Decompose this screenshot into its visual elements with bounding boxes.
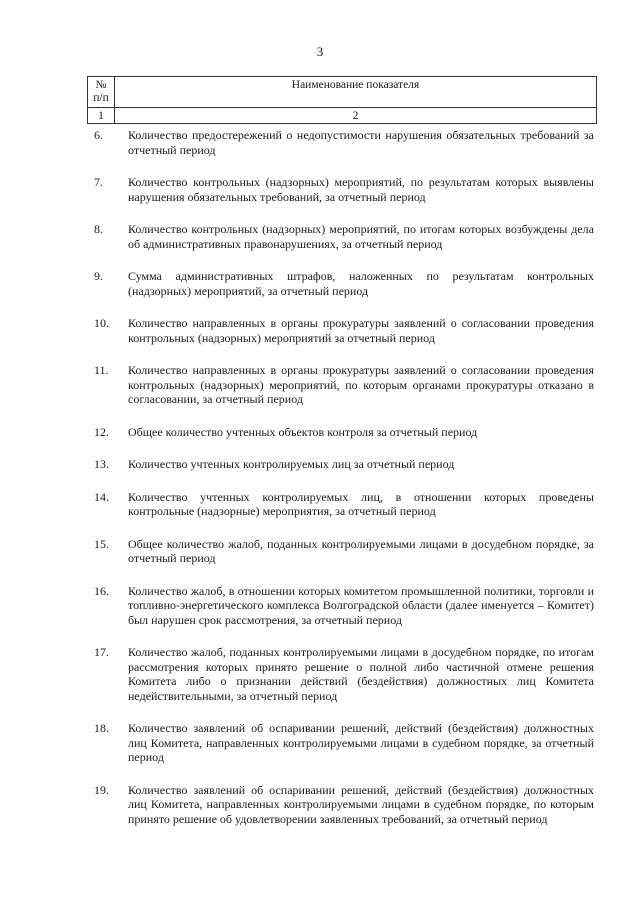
number-column-header-label: № п/п bbox=[93, 79, 109, 104]
item-number: 6. bbox=[94, 128, 103, 142]
item-number: 7. bbox=[94, 175, 103, 189]
name-column-header bbox=[115, 77, 597, 108]
page-number: 3 bbox=[316, 44, 324, 59]
name-column-header-label: Наименование показателя bbox=[291, 79, 420, 91]
item-text: Сумма административных штрафов, наложенных по результатам контрольных (надзорных) мероприятий, за отчетный период bbox=[128, 269, 594, 298]
item-text: Количество направленных в органы прокуратуры заявлений о согласовании проведения контрольных (надзорных) мероприятий, по которым органами прокуратуры отказано в согласовании, за отчетный период bbox=[128, 363, 594, 406]
item-text: Количество контрольных (надзорных) мероприятий, по итогам которых возбуждены дела об административных правонарушениях, за отчетный период bbox=[128, 222, 594, 251]
list-item bbox=[94, 316, 594, 345]
number-column-index: 1 bbox=[88, 108, 115, 124]
item-number: 11. bbox=[94, 363, 109, 377]
list-item bbox=[94, 425, 594, 440]
item-number: 13. bbox=[94, 457, 109, 471]
list-item bbox=[94, 721, 594, 765]
name-column-index: 2 bbox=[115, 108, 597, 124]
item-number: 15. bbox=[94, 536, 109, 551]
item-number: 14. bbox=[94, 489, 109, 504]
item-number: 12. bbox=[94, 424, 109, 439]
number-column-header bbox=[88, 77, 115, 108]
list-item bbox=[94, 363, 594, 407]
list-item bbox=[94, 490, 594, 519]
item-number: 18. bbox=[94, 721, 109, 735]
list-item bbox=[94, 645, 594, 703]
item-number: 17. bbox=[94, 645, 109, 659]
list-item bbox=[94, 128, 594, 157]
list-item bbox=[94, 457, 594, 472]
list-item bbox=[94, 537, 594, 566]
item-number: 10. bbox=[94, 316, 109, 330]
indicator-list bbox=[94, 128, 594, 844]
list-item bbox=[94, 175, 594, 204]
item-text: Общее количество жалоб, поданных контролируемыми лицами в досудебном порядке, за отчетный период bbox=[128, 536, 594, 565]
item-number: 9. bbox=[94, 269, 103, 283]
item-text: Количество учтенных контролируемых лиц, в отношении которых проведены контрольные (надзорные) мероприятия, за отчетный период bbox=[128, 489, 594, 518]
list-item bbox=[94, 783, 594, 827]
item-number: 19. bbox=[94, 782, 109, 797]
item-text: Количество контрольных (надзорных) мероприятий, по результатам которых выявлены нарушения обязательных требований, за отчетный период bbox=[128, 175, 594, 204]
item-text: Количество жалоб, поданных контролируемыми лицами в досудебном порядке, по итогам рассмотрения которых принято решение о полной либо частичной отмене решения Комитета либо о признании действий (бездействия) должностных лиц Комитета недействительными, за отчетный период bbox=[128, 645, 594, 703]
item-text: Общее количество учтенных объектов контроля за отчетный период bbox=[128, 424, 478, 439]
item-text: Количество заявлений об оспаривании решений, действий (бездействия) должностных лиц Комитета, направленных контролируемыми лицами в судебном порядке, по которым принято решение об удовлетворении заявленных требований, за отчетный период bbox=[128, 782, 594, 826]
item-number: 8. bbox=[94, 222, 103, 236]
list-item bbox=[94, 584, 594, 628]
item-text: Количество предостережений о недопустимости нарушения обязательных требований за отчетный период bbox=[128, 128, 594, 157]
indicator-table-header bbox=[87, 76, 597, 124]
item-text: Количество жалоб, в отношении которых комитетом промышленной политики, торговли и топливно-энергетического комплекса Волгоградской области (далее именуется – Комитет) был нарушен срок рассмотрения, за отчетный период bbox=[128, 583, 594, 627]
item-text: Количество учтенных контролируемых лиц за отчетный период bbox=[128, 457, 455, 471]
list-item bbox=[94, 269, 594, 298]
list-item bbox=[94, 222, 594, 251]
item-number: 16. bbox=[94, 583, 109, 598]
item-text: Количество заявлений об оспаривании решений, действий (бездействия) должностных лиц Комитета, направленных контролируемыми лицами в судебном порядке, за отчетный период bbox=[128, 721, 594, 764]
item-text: Количество направленных в органы прокуратуры заявлений о согласовании проведения контрольных (надзорных) мероприятий за отчетный период bbox=[128, 316, 594, 345]
